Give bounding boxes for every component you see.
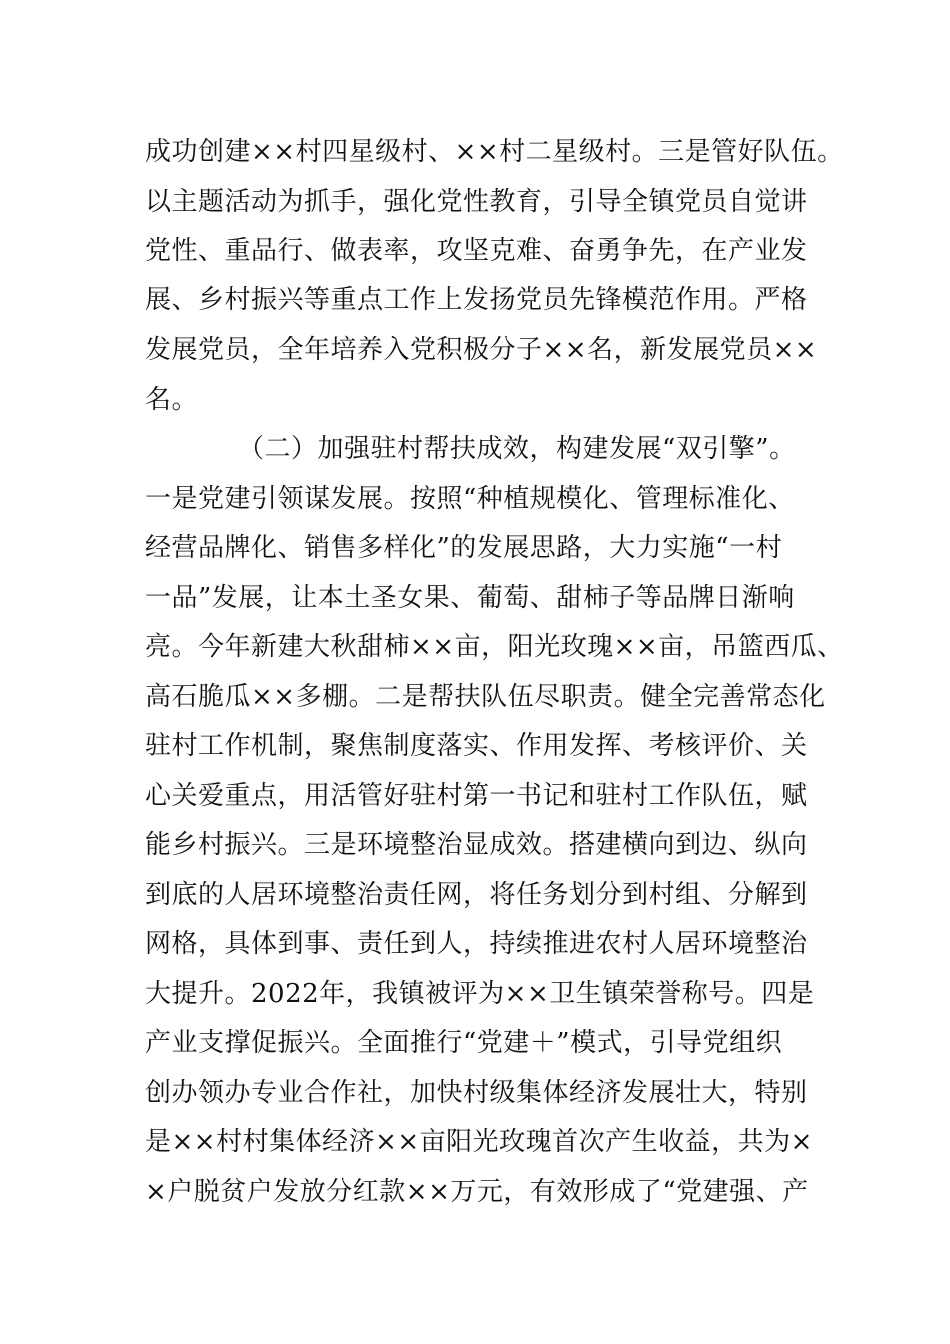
section-heading: （二）加强驻村帮扶成效，构建发展“双引擎”。 — [238, 434, 796, 464]
text-line: ×户脱贫户发放分红款××万元，有效形成了“党建强、产 — [145, 1177, 809, 1207]
text-line: 到底的人居环境整治责任网，将任务划分到村组、分解到 — [145, 880, 808, 910]
text-line: 经营品牌化、销售多样化”的发展思路，大力实施“一村 — [145, 533, 783, 563]
text-line: 产业支撑促振兴。全面推行“党建＋”模式，引导党组织 — [145, 1028, 783, 1058]
text-line: 亮。今年新建大秋甜柿××亩，阳光玫瑰××亩，吊篮西瓜、 — [145, 632, 844, 662]
text-line: 以主题活动为抓手，强化党性教育，引导全镇党员自觉讲 — [145, 187, 808, 217]
text-line: 名。 — [145, 385, 199, 415]
text-line: 是××村村集体经济××亩阳光玫瑰首次产生收益，共为× — [145, 1127, 813, 1157]
text-line: 展、乡村振兴等重点工作上发扬党员先锋模范作用。严格 — [145, 285, 808, 315]
text-line: 一是党建引领谋发展。按照“种植规模化、管理标准化、 — [145, 484, 795, 514]
text-line: 大提升。2022年，我镇被评为××卫生镇荣誉称号。四是 — [145, 979, 815, 1009]
text-line: 高石脆瓜××多棚。二是帮扶队伍尽职责。健全完善常态化 — [145, 682, 826, 712]
text-line: 心关爱重点，用活管好驻村第一书记和驻村工作队伍，赋 — [145, 781, 808, 811]
text-line: 网格，具体到事、责任到人，持续推进农村人居环境整治 — [145, 929, 808, 959]
text-line: 驻村工作机制，聚焦制度落实、作用发挥、考核评价、关 — [145, 731, 808, 761]
text-line: 成功创建××村四星级村、××村二星级村。三是管好队伍。 — [145, 137, 844, 167]
text-line: 发展党员，全年培养入党积极分子××名，新发展党员×× — [145, 335, 818, 365]
text-line: 一品”发展，让本土圣女果、葡萄、甜柿子等品牌日渐响 — [145, 583, 795, 613]
text-line: 创办领办专业合作社，加快村级集体经济发展壮大，特别 — [145, 1078, 808, 1108]
text-line: 党性、重品行、做表率，攻坚克难、奋勇争先，在产业发 — [145, 236, 808, 266]
text-line: 能乡村振兴。三是环境整治显成效。搭建横向到边、纵向 — [145, 830, 808, 860]
